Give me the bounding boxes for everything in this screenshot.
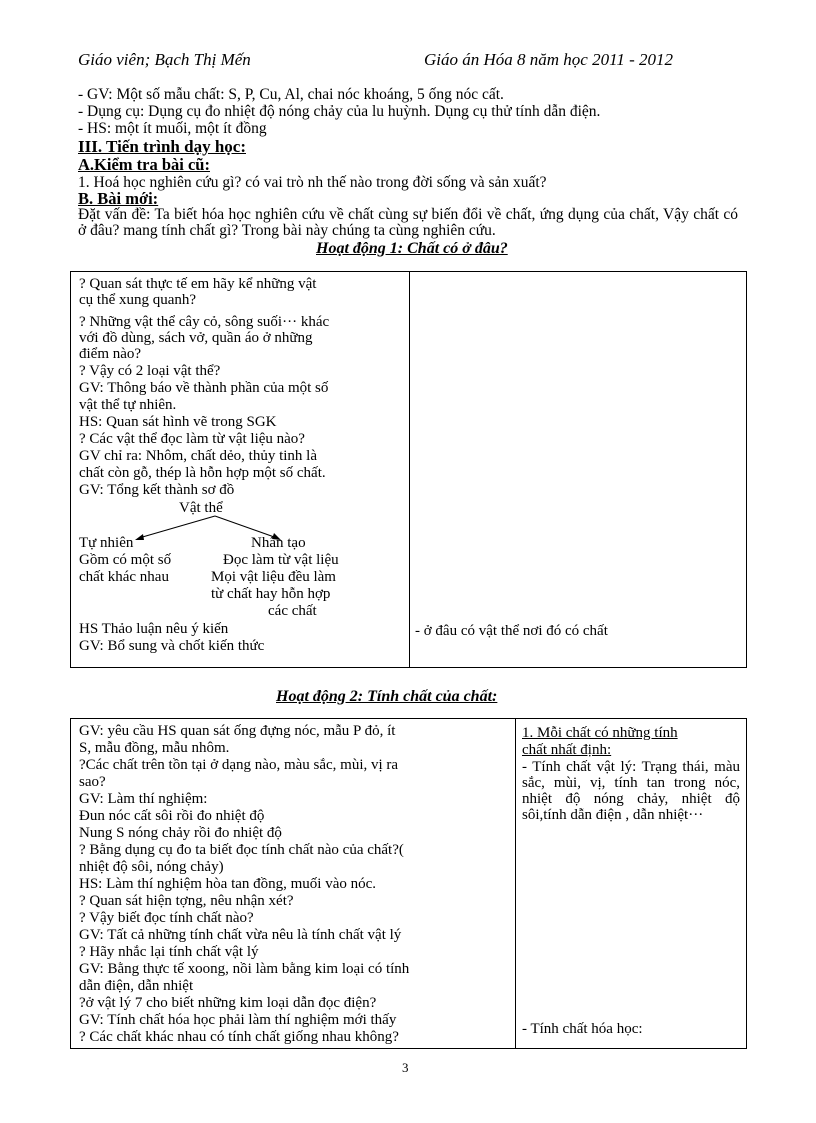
activity-2-line: ? Các chất khác nhau có tính chất giống nhau không? (79, 1029, 399, 1045)
activity-2-line: ?ở vật lý 7 cho biết những kim loại dẫn đọc điện? (79, 995, 377, 1011)
activity-2-line: ?Các chất trên tồn tại ở dạng nào, màu sắc, mùi, vị ra (79, 757, 399, 773)
section-a-heading: A.Kiểm tra bài cũ: (78, 155, 210, 174)
section-iii-heading: III. Tiến trình dạy học: (78, 137, 246, 156)
activity-2-line: ? Hãy nhắc lại tính chất vật lý (79, 944, 259, 960)
activity-2-line: Nung S nóng chảy rồi đo nhiệt độ (79, 825, 282, 841)
activity-1-line: điểm nào? (79, 346, 142, 362)
materials-tools: - Dụng cụ: Dụng cụ đo nhiệt độ nóng chảy của lu huỳnh. Dụng cụ thử tính dẫn điện. (78, 103, 601, 120)
chemical-properties: - Tính chất hóa học: (522, 1021, 643, 1037)
diagram-left-desc: chất khác nhau (79, 569, 169, 585)
activity-1-line: HS: Quan sát hình vẽ trong SGK (79, 414, 277, 430)
activity-2-right-title: 1. Mỗi chất có những tính (522, 725, 678, 741)
activity-2-line: GV: Tính chất hóa học phải làm thí nghiệm mới thấy (79, 1012, 397, 1028)
activity-2-table (70, 718, 747, 1049)
activity-1-title: Hoạt động 1: Chất có ở đâu? (316, 240, 508, 257)
activity-2-line: dẫn điện, dẫn nhiệt (79, 978, 194, 994)
activity-1-line: với đồ dùng, sách vở, quần áo ở những (79, 330, 313, 346)
activity-2-line: HS: Làm thí nghiệm hòa tan đồng, muối vào nóc. (79, 876, 377, 892)
activity-2-line: ? Vậy biết đọc tính chất nào? (79, 910, 254, 926)
activity-1-note: - ở đâu có vật thể nơi đó có chất (415, 623, 608, 639)
activity-1-line: GV chỉ ra: Nhôm, chất dẻo, thủy tinh là (79, 448, 318, 464)
diagram-right-branch: Nhân tạo (251, 535, 306, 551)
activity-1-table (70, 271, 747, 668)
activity-1-line: GV: Bổ sung và chốt kiến thức (79, 638, 265, 654)
diagram-right-desc: từ chất hay hỗn hợp (211, 586, 331, 602)
intro-paragraph: Đặt vấn đề: Ta biết hóa học nghiên cứu về chất cùng sự biến đổi về chất, ứng dụng của chất, Vậy chất có ở đâu? mang tính chất gì? Trong bài này chúng ta cùng nghiên cứu. (78, 206, 738, 239)
diagram-right-desc: các chất (268, 603, 317, 619)
materials-gv: - GV: Một số mẫu chất: S, P, Cu, Al, chai nóc khoáng, 5 ống nóc cất. (78, 86, 504, 103)
activity-2-line: nhiệt độ sôi, nóng chảy) (79, 859, 224, 875)
activity-1-line: ? Những vật thể cây cỏ, sông suối··· khác (79, 314, 330, 330)
diagram-right-desc: Đọc làm từ vật liệu (223, 552, 339, 568)
activity-1-line: GV: Thông báo về thành phần của một số (79, 380, 329, 396)
activity-1-line: chất còn gỗ, thép là hỗn hợp một số chất. (79, 465, 326, 481)
diagram-root: Vật thể (179, 500, 223, 516)
activity-2-line: GV: Làm thí nghiệm: (79, 791, 208, 807)
activity-2-line: ? Quan sát hiện tợng, nêu nhận xét? (79, 893, 294, 909)
review-question: 1. Hoá học nghiên cứu gì? có vai trò nh thế nào trong đời sống và sản xuất? (78, 174, 547, 191)
activity-1-line: ? Quan sát thực tế em hãy kể những vật (79, 276, 317, 292)
activity-2-line: ? Bằng dụng cụ đo ta biết đọc tính chất nào của chất?( (79, 842, 404, 858)
section-b-heading: B. Bài mới: (78, 189, 159, 208)
activity-2-line: sao? (79, 774, 106, 790)
activity-2-line: Đun nóc cất sôi rồi đo nhiệt độ (79, 808, 265, 824)
activity-2-line: GV: Tất cả những tính chất vừa nêu là tính chất vật lý (79, 927, 402, 943)
diagram-left-branch: Tự nhiên (79, 535, 134, 551)
diagram-left-desc: Gồm có một số (79, 552, 172, 568)
header-teacher: Giáo viên; Bạch Thị Mến (78, 50, 251, 69)
header-lesson-plan: Giáo án Hóa 8 năm học 2011 - 2012 (424, 50, 673, 69)
materials-hs: - HS: một ít muối, một ít đồng (78, 120, 267, 137)
activity-1-line: GV: Tổng kết thành sơ đồ (79, 482, 235, 498)
activity-2-right-cell (516, 719, 746, 1048)
activity-1-left-cell (71, 272, 410, 667)
activity-2-right-title: chất nhất định: (522, 742, 612, 758)
activity-2-left-cell (71, 719, 516, 1048)
activity-1-line: ? Vậy có 2 loại vật thể? (79, 363, 221, 379)
activity-1-line: cụ thể xung quanh? (79, 292, 197, 308)
activity-1-right-cell (410, 272, 746, 667)
page-number: 3 (402, 1060, 409, 1075)
activity-2-line: GV: Bằng thực tế xoong, nồi làm bằng kim loại có tính (79, 961, 410, 977)
physical-properties: - Tính chất vật lý: Trạng thái, màu sắc, mùi, vị, tính tan trong nóc, nhiệt độ nóng chảy, nhiệt độ sôi,tính dẫn điện , dẫn nhiệt··· (522, 759, 740, 823)
diagram-right-desc: Mọi vật liệu đều làm (211, 569, 336, 585)
activity-1-line: vật thể tự nhiên. (79, 397, 177, 413)
activity-2-title: Hoạt động 2: Tính chất của chất: (276, 688, 498, 705)
activity-1-line: ? Các vật thể đọc làm từ vật liệu nào? (79, 431, 305, 447)
activity-1-line: HS Thảo luận nêu ý kiến (79, 621, 229, 637)
activity-2-line: S, mẫu đồng, mẫu nhôm. (79, 740, 230, 756)
activity-2-line: GV: yêu cầu HS quan sát ống đựng nóc, mẫu P đỏ, ít (79, 723, 396, 739)
